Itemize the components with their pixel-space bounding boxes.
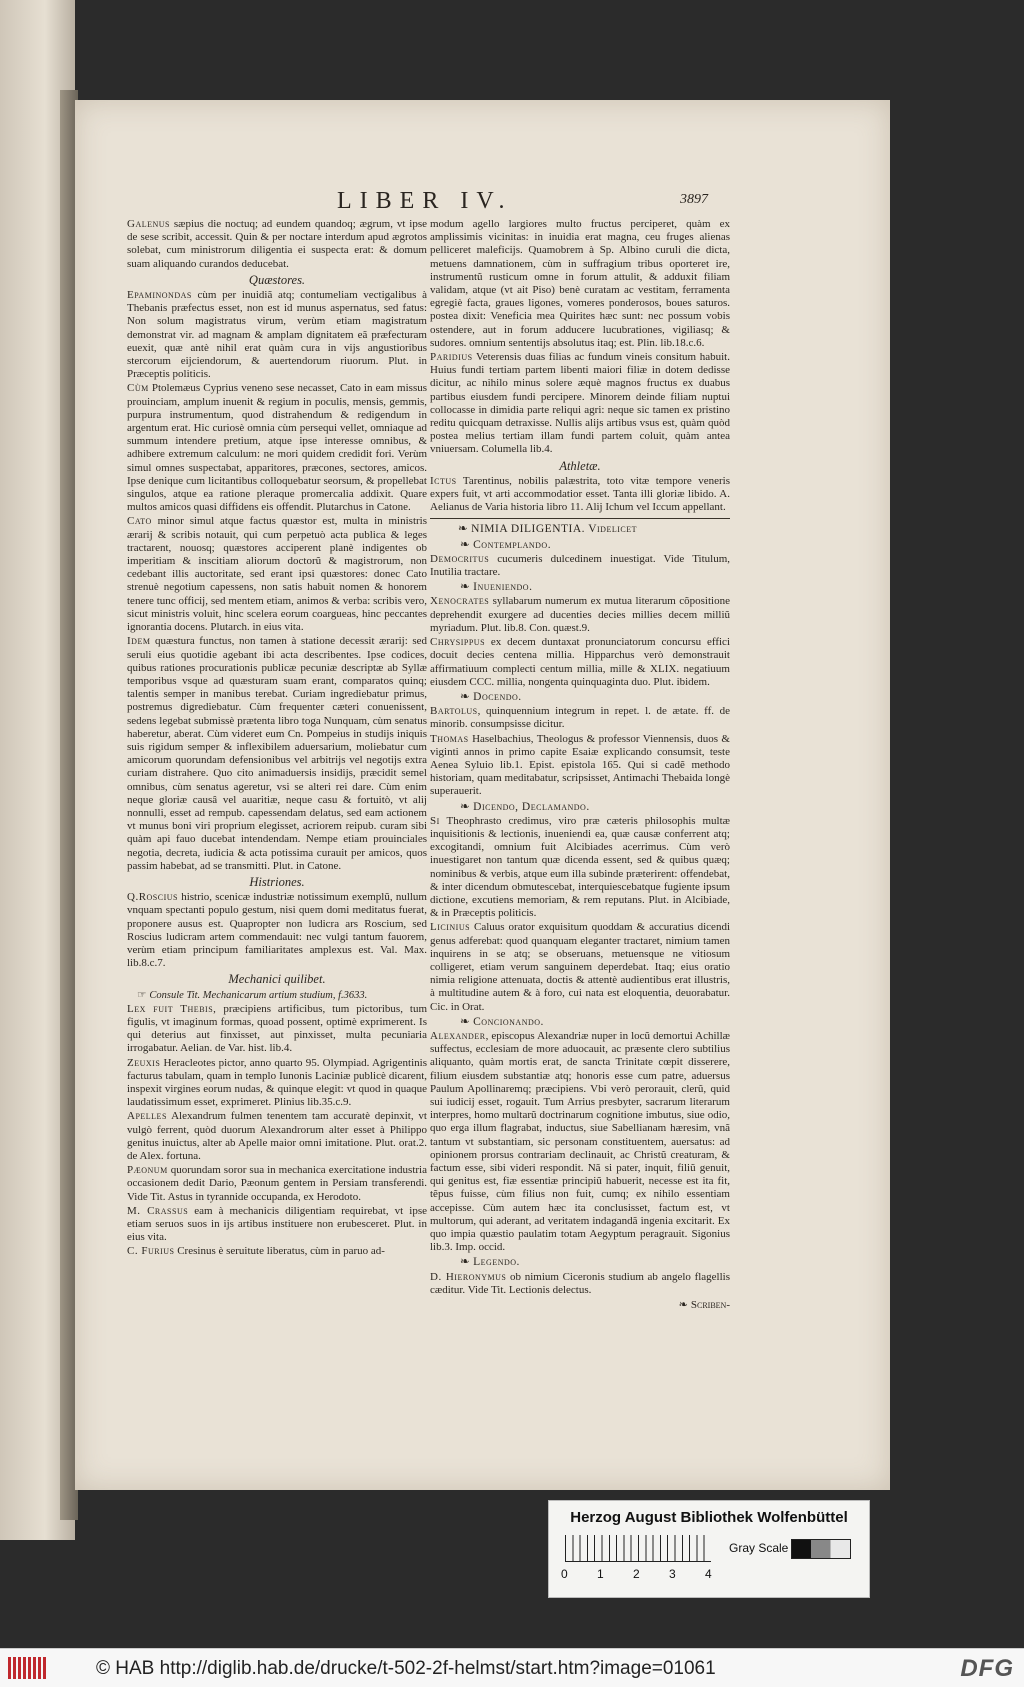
fleuron-icon: ❧ — [460, 1256, 471, 1269]
text-entry — [127, 1245, 427, 1258]
major-heading-text: NIMIA DILIGENTIA. Videlicet — [471, 523, 637, 536]
text-entry — [430, 1271, 730, 1297]
right-text-column — [430, 218, 730, 1312]
entry-body: Heracleotes pictor, anno quarto 95. Olympiad. Agrigentinis facturus tabulam, quam in templo Iunonis Laciniæ publicè dicarent, inspexit virgines eorum nudas, & quinque elegit: vt quod in quaque laudatissimum esset, exprimeret. Plinius lib.35.c.9. — [127, 1056, 427, 1109]
subheading — [460, 691, 730, 704]
text-entry — [430, 218, 730, 350]
subheading-text: Docendo. — [473, 690, 522, 703]
subheading-text: Legendo. — [473, 1256, 520, 1269]
text-entry — [127, 382, 427, 514]
entry-lead-word: Epaminondas — [127, 289, 192, 302]
entry-body: Alexandrum fulmen tenentem tam accuratè depinxit, vt vulgò ferrent, quòd duorum Alexandrorum alter esset à Philippo genitus inuictus, alter ab Apelle maior omni imitatione. Plut. orat.2. de Alex. fortuna. — [127, 1110, 427, 1163]
entry-lead-word: M. Crassus — [127, 1204, 189, 1217]
subheading — [460, 539, 730, 552]
ruler-number: 1 — [597, 1567, 604, 1581]
ruler-number: 2 — [633, 1567, 640, 1581]
entry-lead-word: D. Hieronymus — [430, 1270, 507, 1283]
page-number: 3897 — [680, 192, 708, 207]
text-entry — [430, 705, 730, 731]
library-name: Herzog August Bibliothek Wolfenbüttel — [570, 1509, 848, 1526]
fleuron-icon: ❧ — [460, 800, 471, 813]
text-entry — [430, 553, 730, 579]
footer-copyright-link[interactable]: © HAB http://diglib.hab.de/drucke/t-502-2f-helmst/start.htm?image=01061 — [96, 1658, 716, 1679]
text-entry — [430, 595, 730, 635]
text-entry — [127, 1057, 427, 1110]
entry-lead-word: Paridius — [430, 351, 473, 364]
entry-lead-word: Xenocrates — [430, 595, 490, 608]
ruler-number: 3 — [669, 1567, 676, 1581]
grayscale-bar — [791, 1539, 851, 1559]
entry-body: eam à mechanicis diligentiam requirebat, vt ipse etiam seruos suos in ijs artibus instituere non erubesceret. Plut. in eius vita. — [127, 1204, 427, 1244]
subheading — [460, 1016, 730, 1029]
entry-body: modum agello largiores multo fructus perciperet, quàm ex amplissimis vicinitas: in inuidia erat magna, ceu fruges alienas pelliceret maleficijs. Quamobrem à Sp. Albino curuli die dicta, metuens damnationem, cùm in suffragium tribus oporteret ire, instrumentũ rusticum omne in forum attulit, & adduxit filiam validam, atque (vt ait Piso) benè curatam ac vestitam, ferramenta egregiè facta, graues ligones, vomeres ponderosos, boues saturos. postea dixit: Veneficia mea Quirites hæc sunt: nec possum vobis ostendere, aut in forum adducere lucubrationes, vigiliasq; & sudores. omnium sententijs absolutus itaq; est. Plin. lib.18.c.6. — [430, 218, 730, 349]
entry-body: , episcopus Alexandriæ nuper in locũ demortui Achillæ suffectus, ecclesiam de more aduocauit, ac præsente clero subtilius aliquanto, quàm mortis erat, de sancta Trinitate cœpit disserere, filium eiusdem substantiæ atq; honoris esse cum patre, aduersus Paulum Apollinaremq; præcipiens. Vbi verò perorauit, clerũ, quid sui iudicij esset, rogauit. Tum Arrius presbyter, sacrarum literarum interpres, homo multarũ doctrinarum cognitione imbutus, siue odio, quo erga illum flagrabat, inductus, siue Sabellianam hæresim, vnã tantum vt substantiam, sic personam constituentem, auersatus: ad opinionem prorsus contrariam declinauit, ac Christũ creaturam, & factum esse, sibi videri respondit. Nã si pater, inquit, filiũ genuit, qui genitus est, fiæ essentiæ principiũ habuerit, necesse est ita fit, tẽpus fuisse, cùm filius non fuit, cumq; ex nihilo essentiam accepisse. Cùm autem hæc ita conclusisset, factum est, vt multorum, qui aderant, ad veritatem indagandã ingenia excitarit. Ex quo impia quæstio paulatim totam Aegyptum peragrauit. Sigonius lib.3. Imp. occid. — [430, 1029, 730, 1254]
entry-lead-word: Cùm — [127, 382, 149, 395]
entry-lead-word: Cato — [127, 515, 152, 528]
subheading — [460, 1256, 730, 1269]
left-page-edge — [0, 0, 75, 1540]
catchword-text: Scriben- — [690, 1299, 730, 1312]
entry-body: syllabarum numerum ex mutua literarum cõpositione deprehendit exurgere ad ducenties decies millies decem milliũ myriadum. Plut. lib.8. Con. quæst.9. — [430, 595, 730, 634]
entry-body: quorundam soror sua in mechanica exercitatione industria occasionem dedit Dario, Pæonum gentem in Persiam transferendi. Vide Tit. Astus in tyrannide occupanda, ex Herodoto. — [127, 1164, 427, 1203]
entry-body: quæstura functus, non tamen à statione decessit ærarij: sed seruli eius quotidie agebant ibi acta describentes. Ipse codices, quibus rationes procurationis publicæ pecuniæ descriptæ ab Syllæ temporibus vsque ad quæsturam suam erant, comparatos quinq; talentis semper in manibus terebat. Curiam ingrediebatur primus, postremus digrediebatur. Cùm frequenter cæteri conuenissent, sedens legebat submissè prætenta libro toga Nunquam, cùm senatus haberetur, aberat. Cùm videret eum Cn. Pompeius in studijs iniquis suis rigidum semper & inflexibilem aduersarium, moliebatur cum amicorum quorundam defensionibus vel arbitrijs vel negotijs extra curiam distrahere. Quo cito animaduersis insidijs, præcidit semel omnibus, cùm senatus ageretur, vsi se alteri rei dare. Cùm enim neque gloriæ causâ vel auaritiæ, neque casu & fortuitò, vt alij nonnulli, esset ad rempub. capessendam delatus, sed eam actionem vt munus boni viri proprium elegisset, acriorem reipub. curam sibi quàm api fauo ducebat intendendam. Nempe etiam prouinciales negotia, decreta, iudicia & acta potissima curauit per amicos, quos passim habebat, ad se transmitti. Plut. in Catone. — [127, 635, 427, 872]
entry-lead-word: Idem — [127, 635, 151, 648]
text-entry — [127, 515, 427, 634]
text-entry — [430, 921, 730, 1013]
subheading-text: Contemplando. — [473, 538, 552, 551]
entry-lead-word: Zeuxis — [127, 1056, 161, 1069]
entry-body: ob nimium Ciceronis studium ab angelo flagellis cæditur. Vide Tit. Lectionis delectus. — [430, 1270, 731, 1296]
text-entry — [127, 1205, 427, 1245]
page-header — [75, 188, 890, 216]
entry-body: sæpius die noctuq; ad eundem quandoq; ægrum, vt ipse de sese scribit, accessit. Quin & per noctare interdum apud ægrotos solebat, cum ministrorum diligentia ei suspecta erat: & domum suam aliquando curandos deducebat. — [127, 218, 427, 270]
text-entry — [127, 1003, 427, 1056]
horizontal-rule — [430, 518, 730, 519]
entry-lead-word: Lex fuit Thebis, — [127, 1002, 217, 1015]
pointing-hand-icon: ☞ — [137, 989, 147, 1001]
section-heading: Quæstores. — [248, 272, 306, 287]
text-entry — [430, 351, 730, 457]
subheading — [460, 581, 730, 594]
text-entry — [430, 475, 730, 515]
cross-reference-text: Consule Tit. Mechanicarum artium studium, f.3633. — [149, 989, 368, 1001]
text-entry — [430, 636, 730, 689]
entry-body: cucumeris dulcedinem inuestigat. Vide Titulum, Inutilia tractare. — [430, 552, 730, 579]
entry-lead-word: C. Furius — [127, 1245, 175, 1258]
fleuron-icon: ❧ — [458, 523, 469, 536]
hab-logo-icon — [8, 1657, 46, 1679]
entry-lead-word: Ictus — [430, 474, 457, 487]
running-head: LIBER IV. — [337, 188, 513, 214]
section-heading: Athletæ. — [559, 458, 601, 473]
entry-body: præcipiens artificibus, tum pictoribus, tum figulis, vt imaginum formas, quoad possent, optimè exprimerent. Is qui deterius aut finxisset, aut pinxisset, multa pecuniaria irrogabatur. Aelian. de Var. hist. lib.4. — [127, 1002, 427, 1055]
left-text-column — [127, 218, 427, 1260]
entry-body: histrio, scenicæ industriæ notissimum exemplũ, nullum vnquam spectanti populo gestum, nisi quem domi meditatus fuerat, proponere ausus est. Quapropter non ludicra ars Roscium, sed Roscius ludicram artem commendauit: nec vulgi tantum fauorem, verùm etiam principum familiaritates amplexus est. Val. Max. lib.8.c.7. — [127, 891, 427, 970]
entry-lead-word: Thomas — [430, 732, 469, 745]
entry-body: Haselbachius, Theologus & professor Viennensis, duos & viginti annos in primo capite Esaiæ explicando consumsit, teste Aenea Syluio lib.1. Epist. epistola 165. Qui si cadẽ methodo historiam, quam meditabatur, scripsisset, Antimachi Thebaida longè superauerit. — [430, 732, 730, 798]
entry-body: cùm per inuidiã atq; contumeliam vectigalibus à Thebanis præfectus esset, non est id munus aspernatus, sed fatus: Non solum magistratus virum, verùm etiam magistratum demonstrat vir. ad magnam & amplam dignitatem eã præfecturam euexit, quæ antè nihil erat quàm cura in vijs angustioribus stercorum eijciendorum, & auertendorum riuorum. Plut. in Præceptis politicis. — [127, 289, 427, 381]
grayscale-label: Gray Scale — [729, 1541, 789, 1555]
entry-body: Ptolemæus Cyprius veneno sese necasset, Cato in eam missus prouinciam, amplum inuenit & regium in poculis, mensis, gemmis, purpura instrumentum, quod distrahendum & redigendum in argentum erat. Hic curiosè omnia cùm persequi vellet, omniaque ad summum intendere pretium, atque ipse interesse omnibus, & adhibere extremum calculum: ne mori quidem credidit fori. Verùm simul omnes suspectabat, apparitores, præcones, sectores, amicos. Ipse denique cum licitantibus colloquebatur seorsum, & propellebat singulos, atque ea ratione pleraque promercalia addixit. Quare multos amicos quasi diffidens eis offendit. Plutarchus in Catone. — [127, 382, 427, 514]
entry-body: minor simul atque factus quæstor est, multa in ministris ærarij & scribis notauit, qui cum perpetuò acta publica & leges tractarent, nouosq; quæstores acciperent planè indigentes ob imperitiam & inscitiam aliorum doctorũ & magistrorum, non cedebant illis auctoritate, sed erant ipsi quæstores: donec Cato strenuè negotium capessens, non satis habuit nomen & honorem tenere tunc officij, sed mentem etiam, animos & verba: scribis vero, sicut ministris voluit, hinc scelera eorum coargueas, hinc peccantes ignorantia docens. Plutarch. in eius vita. — [127, 515, 427, 634]
major-heading — [458, 523, 730, 536]
subheading-text: Concionando. — [473, 1015, 544, 1028]
fleuron-icon: ❧ — [460, 1015, 471, 1028]
section-heading: Histriones. — [249, 874, 305, 889]
entry-lead-word: Si — [430, 814, 440, 827]
entry-lead-word: Democritus — [430, 552, 490, 565]
catchword — [430, 1299, 730, 1312]
subheading — [460, 801, 730, 814]
entry-lead-word: Chrysippus — [430, 636, 486, 649]
ruler-number: 0 — [561, 1567, 568, 1581]
color-calibration-card — [548, 1500, 870, 1598]
ruler-scale — [565, 1535, 711, 1562]
text-entry — [127, 218, 427, 271]
section-heading: Mechanici quilibet. — [228, 972, 326, 987]
entry-body: Tarentinus, nobilis palæstrita, toto vitæ tempore veneris expers fuit, vt arti accommodatior esset. Tanta illi gloriæ libido. A. Aelianus de Varia historia libro 11. Alij Ichum vel Iccum appellant. — [430, 474, 730, 514]
entry-lead-word: Bartolus — [430, 705, 478, 718]
entry-body: , quinquennium integrum in repet. l. de ætate. ff. de minorib. consumpsisse dicitur. — [430, 705, 730, 731]
subheading-text: Inueniendo. — [473, 581, 533, 594]
entry-lead-word: Galenus — [127, 218, 170, 230]
fleuron-icon: ❧ — [678, 1299, 688, 1312]
entry-body: Caluus orator exquisitum quoddam & accuratius dicendi genus adferebat: quod quanquam eleganter tractaret, nimium tamen inquirens in se atq; se obseruans, metuensque ne vitiosum colligeret, etiam verum sanguinem deperdebat. Itaq; eius oratio nimia religione attenuata, doctis & attentè audientibus erat illustris, à multitudine autem & à foro, cui nata est eloquentia, deuorabatur. Cic. in Orat. — [430, 921, 730, 1013]
subheading-text: Dicendo, Declamando. — [473, 800, 590, 813]
book-page — [75, 100, 890, 1490]
fleuron-icon: ❧ — [460, 690, 471, 703]
entry-body: Veterensis duas filias ac fundum vineis consitum habuit. Huius fundi tertiam partem libenti maiori filiæ in dotem dedisse dicitur, ac nihilo minus solere æquè magnos fructus ex duabus partibus eiusdem fundi percipere. Minorem deinde filiam nuptui collocasse in dimidia parte reliqui agri: neque sic tamen ex pristino reditu quicquam detraxisse. Nullis alijs artibus vsus est, quàm quòd postea melius tertiam illam fundi partem coluit, quàm antea vniuersam. Columella lib.4. — [430, 351, 730, 456]
entry-body: Cresinus è seruitute liberatus, cùm in paruo ad- — [174, 1245, 385, 1258]
cross-reference — [137, 989, 427, 1002]
fleuron-icon: ❧ — [460, 581, 471, 594]
text-entry — [127, 891, 427, 970]
text-entry — [127, 1164, 427, 1204]
viewer-footer — [0, 1648, 1024, 1687]
fleuron-icon: ❧ — [460, 538, 471, 551]
entry-lead-word: Q.Roscius — [127, 891, 178, 904]
dfg-logo: DFG — [960, 1655, 1014, 1682]
text-entry — [127, 289, 427, 381]
text-entry — [430, 1030, 730, 1254]
text-entry — [127, 1110, 427, 1163]
entry-body: ex decem duntaxat pronunciatorum concursu effici docuit decies centena millia. Hipparchus verò demonstrauit affirmatiuum complecti centum millia, mille & XLIX. negatiuum eiusdem CCC. millia, nongenta quinquaginta duo. Plut. ibidem. — [430, 636, 730, 688]
entry-lead-word: Apelles — [127, 1110, 167, 1123]
entry-lead-word: Pæonum — [127, 1164, 168, 1177]
entry-lead-word: Licinius — [430, 921, 471, 934]
entry-lead-word: Alexander — [430, 1029, 486, 1042]
ruler-number: 4 — [705, 1567, 712, 1581]
entry-body: Theophrasto credimus, viro præ cæteris philosophis multæ inquisitionis & lectionis, inueniendi ea, quæ causæ conferrent atq; excogitandi, omnium fuit Alcibiades acerrimus. Cùm verò inuestigaret non tantum quæ dicenda essent, sed & quibus quæq; nominibus & verbis, atque eum illa subinde præterirent: offendebat, & inter dicendum obmutescebat, interquiescebatque fugiente ipsum dictione, excutiens memoriam, & rem reputans. Plut. in Alcibiade, & in Præceptis politicis. — [430, 814, 730, 920]
text-entry — [430, 815, 730, 921]
text-entry — [127, 635, 427, 873]
text-entry — [430, 733, 730, 799]
